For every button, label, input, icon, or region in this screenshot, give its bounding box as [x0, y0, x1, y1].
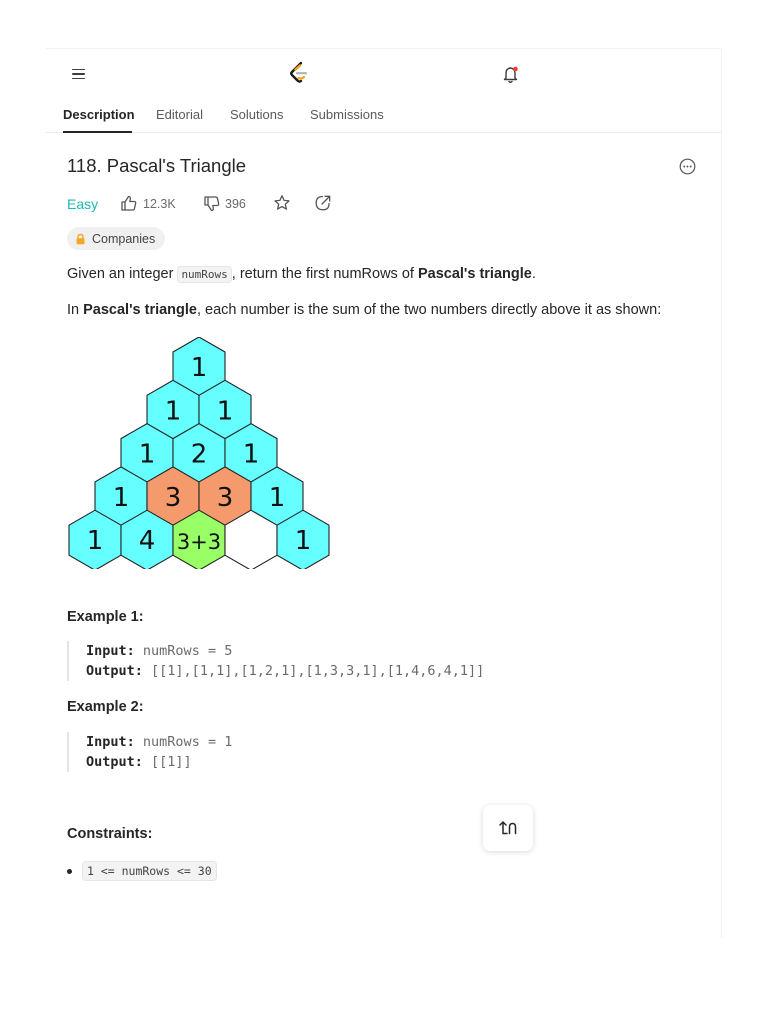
companies-tag[interactable] [67, 227, 165, 250]
companies-label: Companies [92, 231, 156, 246]
rotate-layout-button[interactable] [483, 805, 533, 851]
hex-cell-label: 2 [190, 439, 208, 470]
hex-cell-label: 1 [294, 526, 312, 557]
problem-meta-row [67, 193, 367, 215]
example-1-block: Input: numRows = 5 Output: [[1],[1,1],[1,2,1],[1,3,3,1],[1,4,6,4,1]] [67, 641, 527, 681]
like-count: 12.3K [143, 197, 176, 211]
share-icon[interactable] [314, 194, 332, 212]
tab-bar [46, 99, 722, 133]
hex-cell-label: 3+3 [176, 530, 222, 555]
pascal-triangle-figure [68, 337, 334, 569]
tab-description[interactable]: Description [63, 107, 135, 122]
constraints-title: Constraints: [67, 826, 153, 842]
thumbs-down-icon[interactable] [203, 195, 221, 213]
lock-icon [75, 233, 86, 245]
bullet-dot [67, 869, 72, 874]
example-2-block: Input: numRows = 1 Output: [[1]] [67, 732, 527, 772]
leetcode-logo-icon[interactable] [288, 61, 310, 85]
dislike-count: 396 [225, 197, 246, 211]
difficulty-badge: Easy [67, 196, 99, 212]
constraint-code: 1 <= numRows <= 30 [82, 861, 217, 881]
description-paragraph-2: In Pascal's triangle, each number is the sum of the two numbers directly above it as shown: [67, 302, 662, 318]
problem-title: 118. Pascal's Triangle [67, 155, 247, 176]
example-1-title: Example 1: [67, 609, 144, 625]
rotate-icon [496, 817, 520, 839]
top-bar [46, 49, 722, 99]
hex-cell-label: 1 [138, 439, 156, 470]
hex-cell-label: 3 [164, 482, 182, 513]
tab-editorial[interactable]: Editorial [156, 107, 203, 122]
hex-cell-label: 3 [216, 482, 234, 513]
tab-submissions[interactable]: Submissions [310, 107, 384, 122]
bell-icon[interactable] [500, 63, 522, 85]
hex-cell-label: 4 [138, 526, 156, 557]
description-paragraph-1: Given an integer numRows , return the first numRows of Pascal's triangle. [67, 266, 536, 282]
hex-cell-label: 1 [242, 439, 260, 470]
problem-panel [46, 48, 722, 938]
thumbs-up-icon[interactable] [120, 194, 138, 212]
tab-solutions[interactable]: Solutions [230, 107, 284, 122]
more-icon[interactable] [679, 158, 696, 175]
constraint-item [67, 861, 217, 881]
hex-cell-label: 1 [112, 482, 130, 513]
example-2-title: Example 2: [67, 699, 144, 715]
hex-cell-label: 1 [216, 396, 234, 427]
hex-cell-label: 1 [268, 482, 286, 513]
inline-code-numrows: numRows [177, 266, 231, 283]
hex-cell-label: 1 [86, 526, 104, 557]
hex-cell-label: 1 [164, 396, 182, 427]
hex-cell-label: 1 [190, 353, 208, 383]
menu-icon[interactable] [70, 65, 88, 83]
active-tab-indicator [63, 131, 132, 133]
star-icon[interactable] [273, 194, 291, 212]
